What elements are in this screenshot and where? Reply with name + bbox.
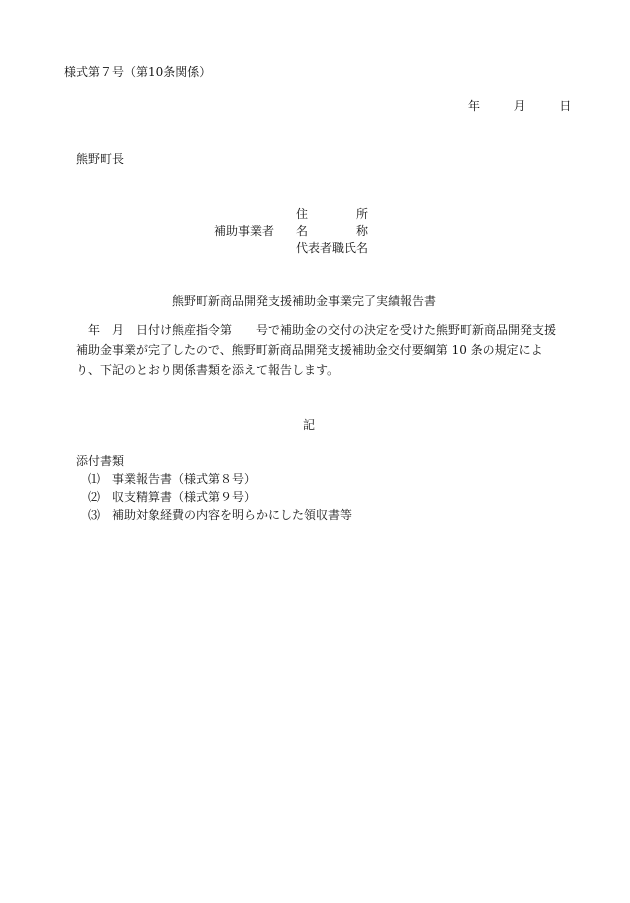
ki-heading: 記 bbox=[303, 418, 316, 432]
attachment-item bbox=[88, 488, 256, 506]
date-month: 月 bbox=[513, 99, 526, 113]
date-day: 日 bbox=[559, 99, 572, 113]
report-body-text: 年 月 日付け熊産指令第 号で補助金の交付の決定を受けた熊野町新商品開発支援補助金事業が完了したので、熊野町新商品開発支援補助金交付要綱第 10 条の規定により、下記のとおり関係書類を添えて報告します。 bbox=[76, 323, 557, 377]
attachment-number: ⑴ bbox=[88, 472, 101, 486]
attachment-text: 事業報告書（様式第８号） bbox=[112, 472, 257, 486]
attachment-text: 収支精算書（様式第９号） bbox=[112, 490, 257, 504]
date-line bbox=[468, 97, 571, 115]
representative-label: 代表者職氏名 bbox=[296, 241, 369, 255]
attachment-item bbox=[88, 506, 352, 524]
form-label: 様式第７号（第10条関係） bbox=[64, 65, 212, 79]
name-label: 名 称 bbox=[296, 224, 369, 238]
document-title: 熊野町新商品開発支援補助金事業完了実績報告書 bbox=[172, 294, 437, 308]
attachments-heading: 添付書類 bbox=[76, 454, 125, 468]
addressee: 熊野町長 bbox=[76, 152, 125, 166]
attachment-number: ⑵ bbox=[88, 490, 101, 504]
address-label: 住 所 bbox=[296, 207, 369, 221]
date-year: 年 bbox=[468, 99, 481, 113]
attachment-text: 補助対象経費の内容を明らかにした領収書等 bbox=[112, 508, 353, 522]
attachment-number: ⑶ bbox=[88, 508, 101, 522]
applicant-label: 補助事業者 bbox=[214, 224, 275, 238]
report-body bbox=[76, 320, 556, 380]
attachment-item bbox=[88, 470, 256, 488]
